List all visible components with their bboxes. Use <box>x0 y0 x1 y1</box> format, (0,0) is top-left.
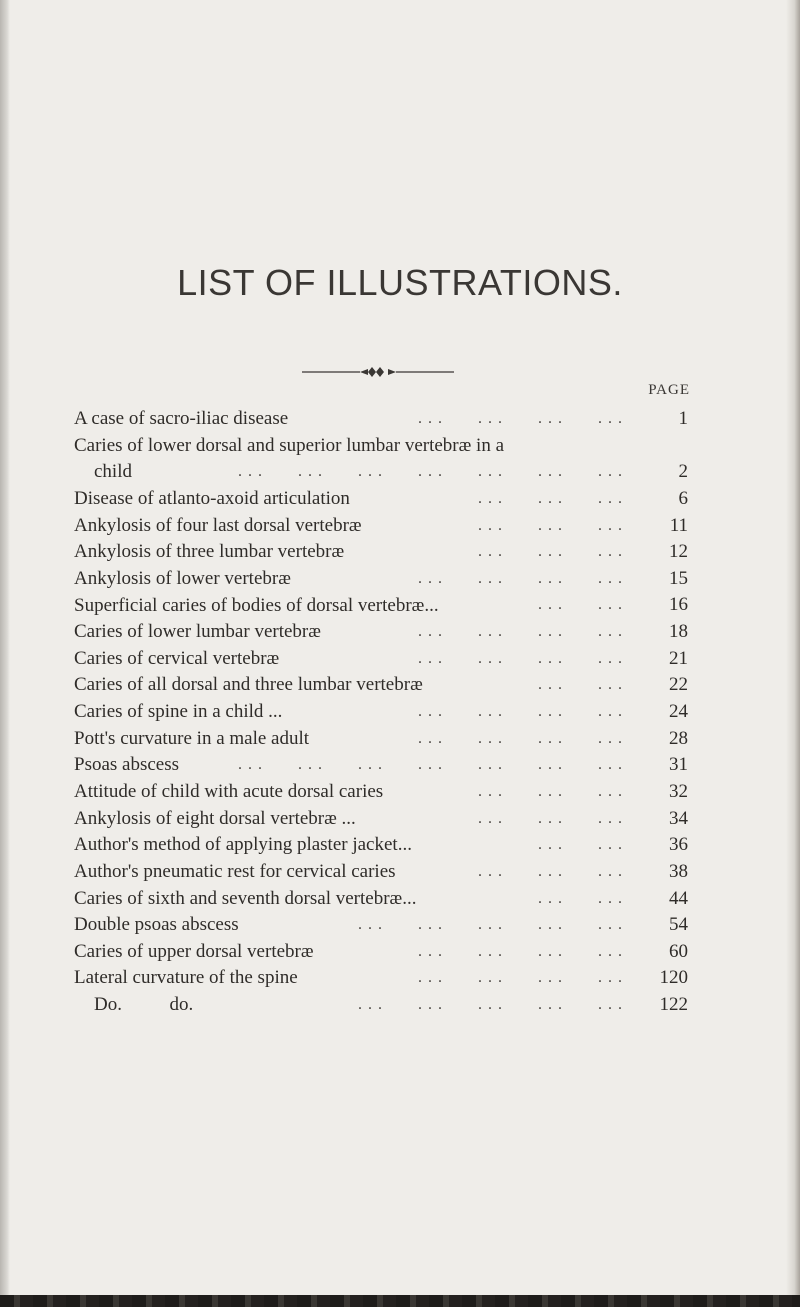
list-item <box>74 433 688 486</box>
entry-page-number: 12 <box>669 541 688 563</box>
list-item <box>74 939 688 966</box>
list-item <box>74 806 688 833</box>
entry-page-number: 120 <box>659 967 688 989</box>
entry-title: Ankylosis of three lumbar vertebræ <box>74 541 345 563</box>
dot-leader: ... ... ... ... <box>418 649 628 667</box>
entry-page-number: 18 <box>669 621 688 643</box>
dot-leader: ... ... ... ... <box>418 569 628 587</box>
list-item <box>74 832 688 859</box>
list-item <box>74 965 688 992</box>
dot-leader: ... ... <box>538 889 628 907</box>
list-item <box>74 752 688 779</box>
entry-page-number: 60 <box>669 940 688 962</box>
entry-title: Psoas abscess <box>74 754 180 776</box>
list-item <box>74 699 688 726</box>
entry-page-number: 24 <box>669 701 688 723</box>
entry-title: Ankylosis of lower vertebræ <box>74 567 291 589</box>
entry-title-line-2: child <box>94 461 132 483</box>
entry-page-number: 15 <box>669 567 688 589</box>
entry-page-number: 11 <box>669 514 688 536</box>
page-bottom-edge <box>0 1295 800 1307</box>
list-item <box>74 912 688 939</box>
entry-page-number: 36 <box>669 834 688 856</box>
entry-title: Caries of lower lumbar vertebræ <box>74 621 321 643</box>
entry-title: Ankylosis of four last dorsal vertebræ <box>74 514 362 536</box>
divider-ornament <box>302 365 454 379</box>
dot-leader: ... ... ... ... ... ... ... <box>238 463 628 481</box>
entry-page-number: 1 <box>678 407 688 429</box>
entry-title: Caries of upper dorsal vertebræ <box>74 940 314 962</box>
entry-page-number: 28 <box>669 727 688 749</box>
entry-title: Author's pneumatic rest for cervical caries <box>74 860 396 882</box>
list-item <box>74 486 688 513</box>
entry-title: Pott's curvature in a male adult <box>74 727 310 749</box>
entry-page-number: 54 <box>669 914 688 936</box>
entry-page-number: 16 <box>669 594 688 616</box>
dot-leader: ... ... ... <box>478 543 628 561</box>
dot-leader: ... ... ... ... ... ... ... <box>238 756 628 774</box>
entry-page-number: 34 <box>669 807 688 829</box>
entry-title: Do. do. <box>94 994 194 1016</box>
entry-page-number: 32 <box>669 780 688 802</box>
list-item <box>74 859 688 886</box>
illustrations-list <box>74 406 688 1019</box>
entry-page-number: 31 <box>669 754 688 776</box>
dot-leader: ... ... ... ... <box>418 623 628 641</box>
list-item <box>74 539 688 566</box>
entry-page-number: 22 <box>669 674 688 696</box>
list-item <box>74 593 688 620</box>
page-column-label: PAGE <box>648 382 690 398</box>
list-item <box>74 672 688 699</box>
entry-page-number: 6 <box>678 487 688 509</box>
list-item <box>74 566 688 593</box>
page-right-edge-shadow <box>786 0 800 1307</box>
dot-leader: ... ... ... <box>478 489 628 507</box>
entry-title: Caries of cervical vertebræ <box>74 647 280 669</box>
entry-page-number: 44 <box>669 887 688 909</box>
entry-title: Double psoas abscess <box>74 914 239 936</box>
entry-title: Superficial caries of bodies of dorsal vertebræ... <box>74 594 439 616</box>
entry-page-number: 122 <box>659 994 688 1016</box>
dot-leader: ... ... ... ... ... <box>358 996 628 1014</box>
entry-page-number: 38 <box>669 860 688 882</box>
entry-title: Caries of spine in a child ... <box>74 701 283 723</box>
entry-title: A case of sacro-iliac disease <box>74 408 289 429</box>
entry-title: Author's method of applying plaster jacket... <box>74 834 412 856</box>
page-left-edge-shadow <box>0 0 10 1307</box>
entry-title: Caries of sixth and seventh dorsal vertebræ... <box>74 887 417 909</box>
page-heading: LIST OF ILLUSTRATIONS. <box>177 262 623 303</box>
entry-title: Lateral curvature of the spine <box>74 967 298 989</box>
entry-title: Attitude of child with acute dorsal caries <box>74 780 384 802</box>
dot-leader: ... ... ... ... <box>418 942 628 960</box>
entry-title: Ankylosis of eight dorsal vertebræ ... <box>74 807 356 829</box>
dot-leader: ... ... ... <box>478 862 628 880</box>
entry-title-line-1: Caries of lower dorsal and superior lumbar vertebræ in a <box>74 434 505 456</box>
list-item <box>74 726 688 753</box>
dot-leader: ... ... <box>538 836 628 854</box>
dot-leader: ... ... <box>538 676 628 694</box>
list-item <box>74 646 688 673</box>
dot-leader: ... ... <box>538 596 628 614</box>
entry-title: Disease of atlanto-axoid articulation <box>74 487 350 509</box>
dot-leader: ... ... ... ... <box>418 969 628 987</box>
dot-leader: ... ... ... ... ... <box>358 916 628 934</box>
dot-leader: ... ... ... ... <box>418 409 628 427</box>
list-item <box>74 779 688 806</box>
entry-page-number: 2 <box>678 461 688 483</box>
list-item <box>74 619 688 646</box>
dot-leader: ... ... ... <box>478 809 628 827</box>
dot-leader: ... ... ... <box>478 782 628 800</box>
list-item <box>74 992 688 1019</box>
dot-leader: ... ... ... <box>478 516 628 534</box>
entry-title: Caries of all dorsal and three lumbar vertebræ <box>74 674 423 696</box>
entry-page-number: 21 <box>669 647 688 669</box>
list-item <box>74 406 688 433</box>
dot-leader: ... ... ... ... <box>418 703 628 721</box>
dot-leader: ... ... ... ... <box>418 729 628 747</box>
list-item <box>74 513 688 540</box>
list-item <box>74 886 688 913</box>
